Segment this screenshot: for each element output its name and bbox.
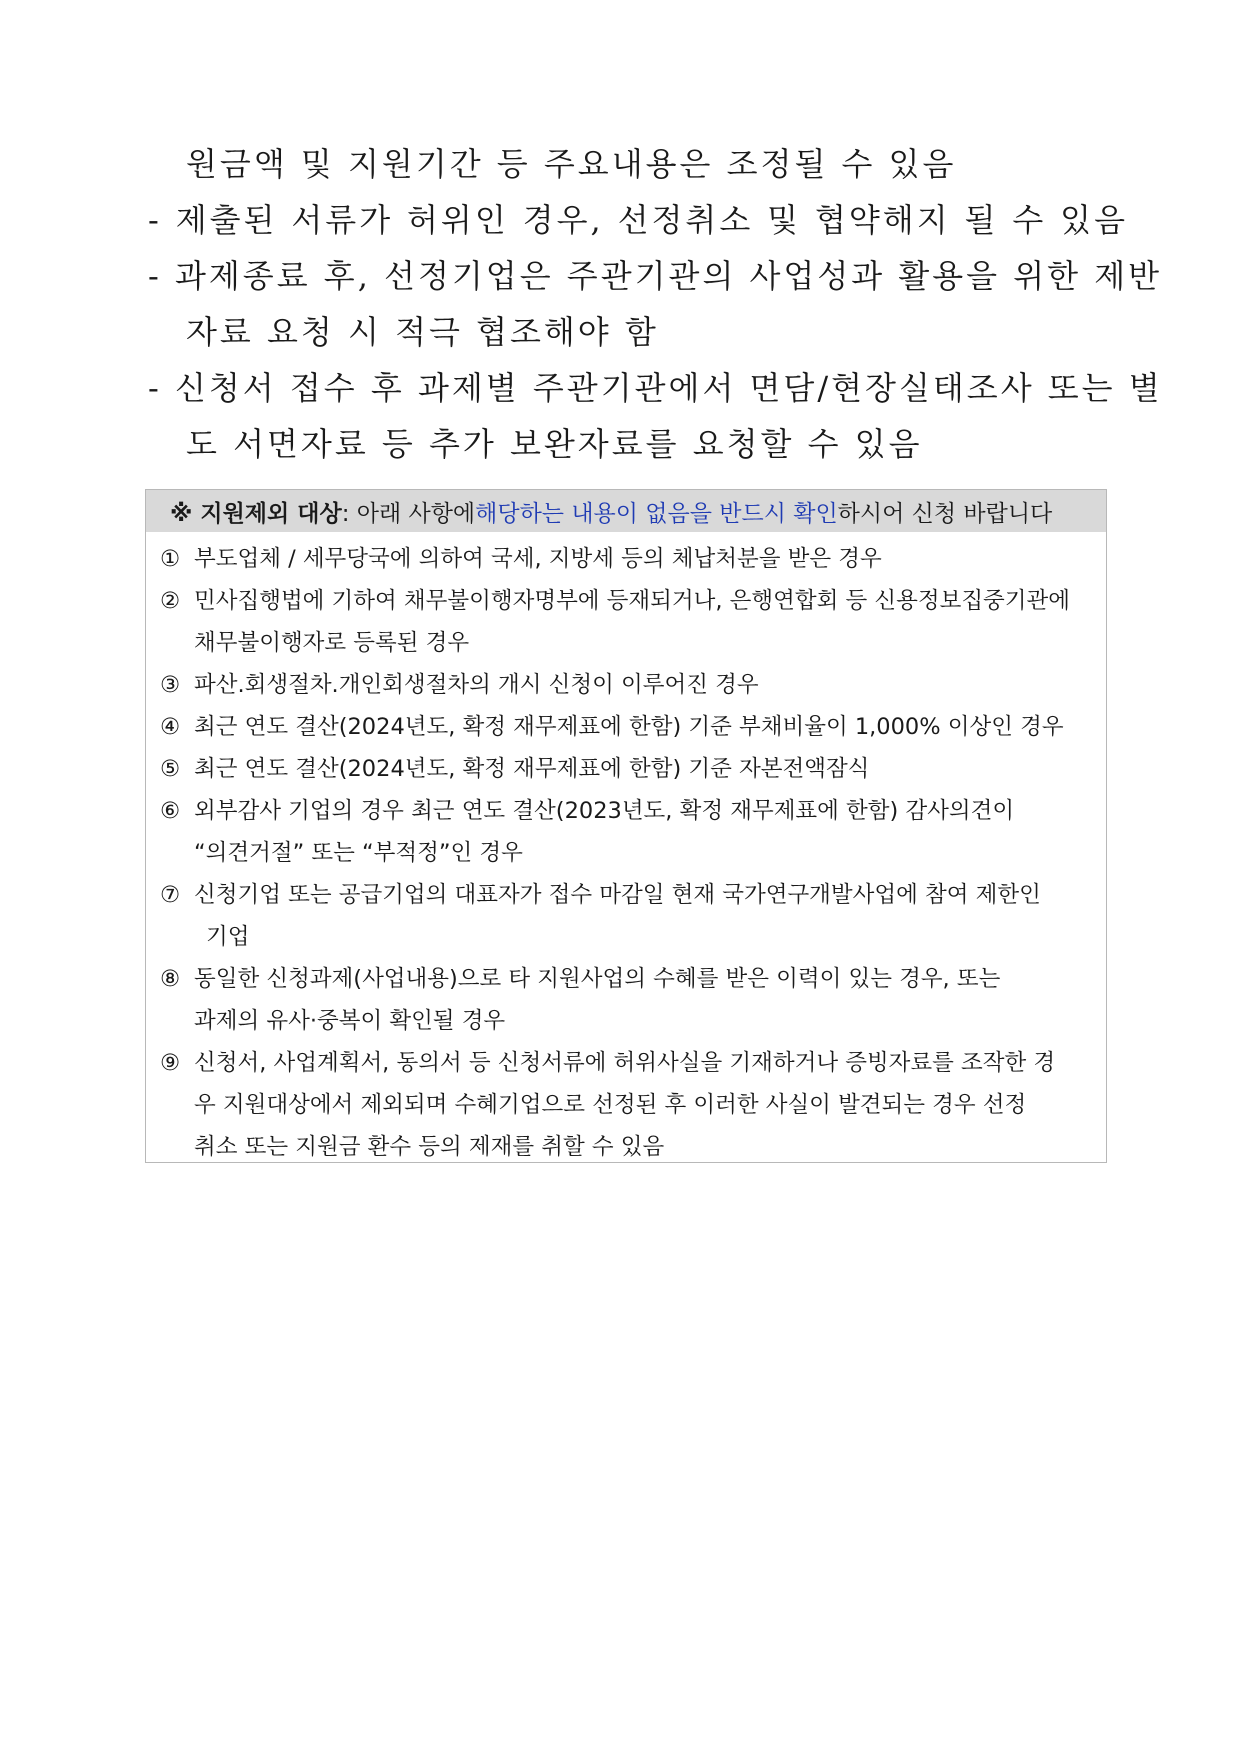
exclusion-item (160, 790, 1092, 832)
bullet-item: - 제출된 서류가 허위인 경우, 선정취소 및 협약해지 될 수 있음 (148, 201, 1128, 239)
notice-highlight: 해당하는 내용이 없음을 반드시 확인 (475, 500, 838, 527)
exclusion-item (160, 748, 1092, 790)
item-number: ⑤ (160, 756, 181, 782)
bullet-continuation: 도 서면자료 등 추가 보완자료를 요청할 수 있음 (186, 425, 923, 463)
bullet-continuation: 원금액 및 지원기간 등 주요내용은 조정될 수 있음 (186, 145, 957, 183)
item-text: 최근 연도 결산(2024년도, 확정 재무제표에 한함) 기준 부채비율이 1,000% 이상인 경우 (194, 714, 1064, 740)
exclusion-item-continuation: “의견거절” 또는 “부적정”인 경우 (194, 840, 523, 866)
exclusion-notice-box (145, 489, 1107, 1163)
item-number: ② (160, 588, 181, 614)
item-number: ① (160, 546, 181, 572)
item-text: 부도업체 / 세무당국에 의하여 국세, 지방세 등의 체납처분을 받은 경우 (194, 546, 882, 572)
item-number: ⑨ (160, 1050, 181, 1076)
notice-suffix: 하시어 신청 바랍니다 (837, 500, 1053, 527)
exclusion-item-continuation: 취소 또는 지원금 환수 등의 제재를 취할 수 있음 (194, 1134, 665, 1160)
exclusion-item-continuation: 과제의 유사·중복이 확인될 경우 (194, 1008, 506, 1034)
item-number: ⑦ (160, 882, 181, 908)
item-text: 최근 연도 결산(2024년도, 확정 재무제표에 한함) 기준 자본전액잠식 (194, 756, 870, 782)
bullet-continuation: 자료 요청 시 적극 협조해야 함 (186, 313, 659, 351)
exclusion-item (160, 1042, 1092, 1084)
item-number: ③ (160, 672, 181, 698)
exclusion-item (160, 874, 1092, 916)
item-text: 민사집행법에 기하여 채무불이행자명부에 등재되거나, 은행연합회 등 신용정보집중기관에 (194, 588, 1070, 614)
notice-separator: : 아래 사항에 (341, 500, 476, 527)
exclusion-item (160, 706, 1092, 748)
bullet-list (148, 136, 1163, 472)
exclusion-list (146, 532, 1106, 1168)
item-number: ④ (160, 714, 181, 740)
exclusion-item-continuation: 우 지원대상에서 제외되며 수혜기업으로 선정된 후 이러한 사실이 발견되는 경우 선정 (194, 1092, 1027, 1118)
item-number: ⑥ (160, 798, 181, 824)
bullet-item: - 신청서 접수 후 과제별 주관기관에서 면담/현장실태조사 또는 별 (148, 369, 1163, 407)
exclusion-item (160, 664, 1092, 706)
bullet-item: - 과제종료 후, 선정기업은 주관기관의 사업성과 활용을 위한 제반 (148, 257, 1163, 295)
item-text: 동일한 신청과제(사업내용)으로 타 지원사업의 수혜를 받은 이력이 있는 경우, 또는 (194, 966, 1001, 992)
item-text: 신청서, 사업계획서, 동의서 등 신청서류에 허위사실을 기재하거나 증빙자료를 조작한 경 (194, 1050, 1056, 1076)
exclusion-item (160, 958, 1092, 1000)
notice-header (146, 490, 1106, 532)
exclusion-item-continuation: 채무불이행자로 등록된 경우 (194, 630, 470, 656)
item-text: 파산.회생절차.개인회생절차의 개시 신청이 이루어진 경우 (194, 672, 759, 698)
item-number: ⑧ (160, 966, 181, 992)
exclusion-item-continuation: 기업 (206, 924, 250, 950)
notice-title: ※ 지원제외 대상 (170, 500, 342, 527)
item-text: 신청기업 또는 공급기업의 대표자가 접수 마감일 현재 국가연구개발사업에 참여 제한인 (194, 882, 1041, 908)
exclusion-item (160, 580, 1092, 622)
item-text: 외부감사 기업의 경우 최근 연도 결산(2023년도, 확정 재무제표에 한함) 감사의견이 (194, 798, 1015, 824)
exclusion-item (160, 538, 1092, 580)
